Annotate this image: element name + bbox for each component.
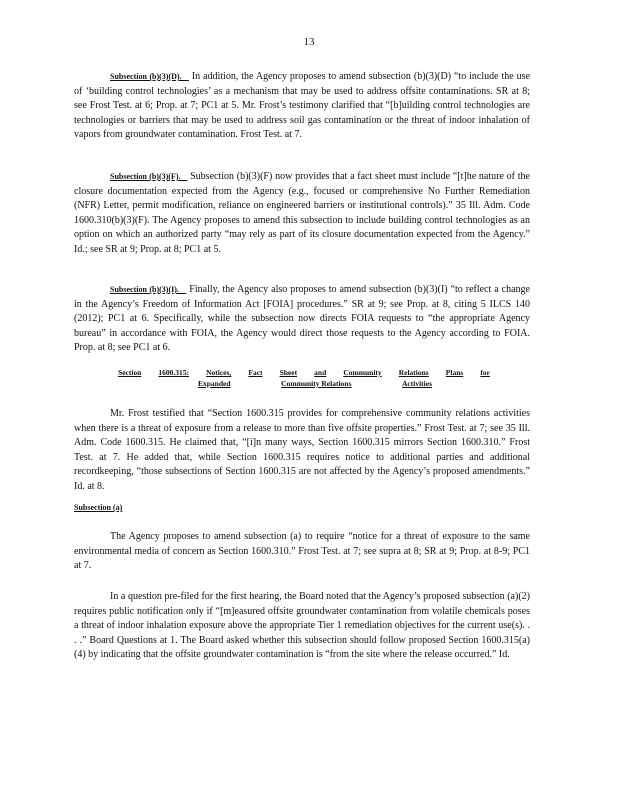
heading-word: 1600.315:: [158, 368, 190, 377]
paragraph-heading: Subsection (b)(3)(D).: [110, 72, 189, 81]
heading-word: Plans: [445, 368, 464, 377]
paragraph-subsection-a-2: In a question pre-filed for the first hearing, the Board noted that the Agency’s proposed subsection (a)(2) requires public notification only if “[m]easured offsite groundwater contamination from volatile chemicals poses a threat of indoor inhalation exposure above the appropriate Tier 1 remediation objectives for the current use(s). . . .” Board Questions at 1. The Board asked whether this subsection should follow proposed Section 1600.315(a)(4) by indicating that the offsite groundwater contamination is “from the site where the release occurred.” Id.: [74, 591, 530, 660]
subsection-a-heading: Subsection (a): [74, 503, 123, 512]
heading-word: Notices,: [206, 368, 232, 377]
paragraph-heading: Subsection (b)(3)(F).: [110, 172, 188, 181]
section-heading-line-2: [118, 378, 490, 389]
heading-word: Relations: [398, 368, 429, 377]
heading-word: Community: [343, 368, 382, 377]
heading-word: Community Relations: [281, 379, 352, 388]
paragraph-section-1600-315: Mr. Frost testified that “Section 1600.315 provides for comprehensive community relations activities when there is a threat of exposure from a release to more than five offsite properties.” Frost Test. at 7; see 35 Ill. Adm. Code 1600.315. He claimed that, “[i]n many ways, Section 1600.315 mirrors Section 1600.310.” Frost Test. at 7. He added that, while Section 1600.315 requires notice to additional parties and additional recordkeeping, “those subsections of Section 1600.315 are not affected by the Agency’s proposed amendments.” Id. at 8.: [74, 408, 530, 492]
paragraph-heading: Subsection (b)(3)(I).: [110, 285, 187, 294]
heading-word: Section: [118, 368, 142, 377]
paragraph-text: In addition, the Agency proposes to amend subsection (b)(3)(D) “to include the use of ‘building control technologies’ as a mechanism that may be used to address offsite contaminations. SR at 8; see Frost Test. at 6; Prop. at 7; PC1 at 5. Mr. Frost’s testimony clarified that “[b]uilding control technologies are technologies or barriers that may be used to address soil gas contamination or the threat of indoor inhalation of vapors from groundwater contamination. Frost Test. at 7.: [74, 71, 531, 140]
heading-word: Activities: [402, 379, 432, 388]
section-heading-line-1: [118, 367, 490, 378]
heading-word: Sheet: [279, 368, 298, 377]
section-heading: [118, 367, 490, 389]
paragraph-subsection-b3f: [74, 170, 530, 257]
paragraph-text: Finally, the Agency also proposes to amend subsection (b)(3)(I) “to reflect a change in the Agency’s Freedom of Information Act [FOIA] procedures.” SR at 9; see Prop. at 8, citing 5 ILCS 140 (2012); PC1 at 6. Specifically, while the subsection now directs FOIA requests to “the appropriate Agency bureau” in accordance with FOIA, the Agency would direct those requests to the Agency according to FOIA. Prop. at 8; see PC1 at 6.: [74, 284, 530, 353]
heading-word: and: [314, 368, 327, 377]
page-number: 13: [303, 36, 315, 48]
paragraph-subsection-a-1: The Agency proposes to amend subsection (a) to require “notice for a threat of exposure to the same environmental media of concern as Section 1600.310.” Frost Test. at 7; see supra at 8; SR at 9; Prop. at 8-9; PC1 at 7.: [74, 531, 530, 571]
heading-word: Fact: [248, 368, 263, 377]
paragraph-text: Subsection (b)(3)(F) now provides that a fact sheet must include “[t]he nature of the closure documentation expected from the Agency (e.g., focused or comprehensive No Further Remediation (NFR) Letter, permit modification, reliance on engineered barriers or institutional controls).” 35 Ill. Adm. Code 1600.310(b)(3)(F). The Agency proposes to amend this subsection to include building control technologies as an option on which an authorized party “may rely as part of its closure documentation expected from the Agency.” Id.; see SR at 9; Prop. at 8; PC1 at 5.: [74, 171, 530, 255]
paragraph-subsection-b3i: [74, 283, 530, 356]
paragraph-subsection-b3d: [74, 70, 530, 143]
heading-word: for: [480, 368, 490, 377]
heading-word: Expanded: [198, 379, 231, 388]
